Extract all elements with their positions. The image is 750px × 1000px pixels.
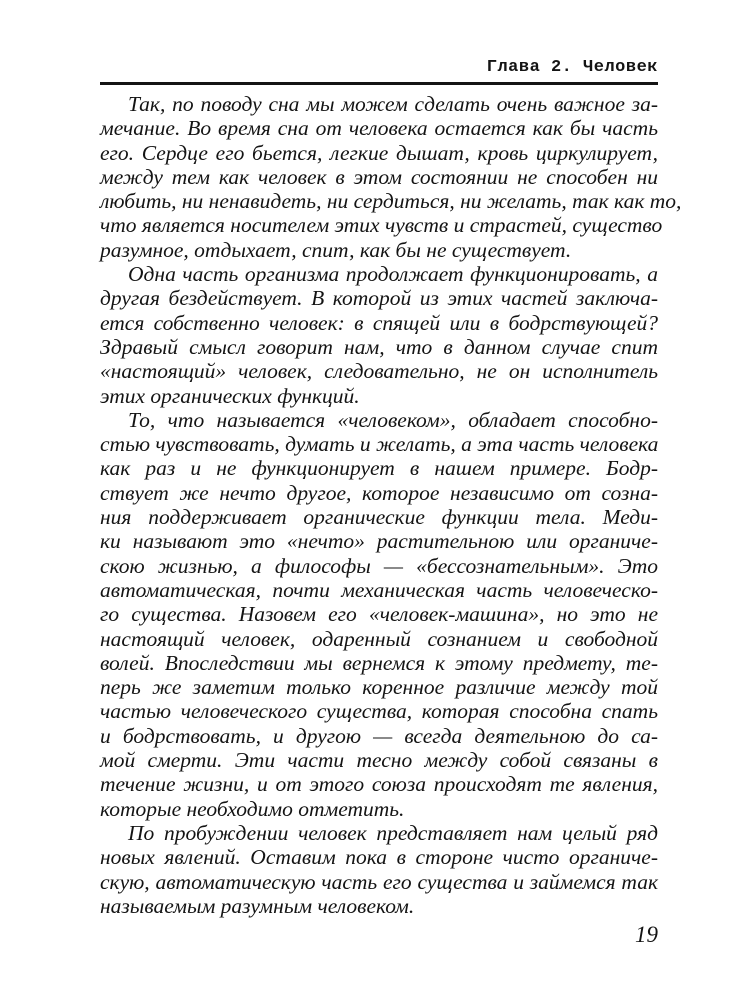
text-line: Так, по поводу сна мы можем сделать очень важное за- — [128, 92, 658, 116]
text-line: которые необходимо отметить. — [100, 796, 405, 821]
text-line: любить, ни ненавидеть, ни сердиться, ни желать, так как то, — [100, 189, 682, 214]
text-line: стью чувствовать, думать и желать, а эта часть человека — [100, 432, 659, 457]
text-line: волей. Впоследствии мы вернемся к этому предмету, те- — [100, 650, 658, 675]
text-line: скою жизнью, а философы — «бессознательным». Это — [100, 553, 658, 578]
text-line: То, что называется «человеком», обладает способно- — [128, 407, 658, 432]
text-line: как раз и не функционирует в нашем примере. Бодр- — [100, 456, 658, 481]
text-line: мечание. Во время сна от человека остается как бы часть — [100, 116, 658, 141]
text-line: ки называют это «нечто» растительною или органиче- — [100, 529, 658, 554]
text-line: перь же заметим только коренное различие между той — [100, 675, 658, 700]
text-line: настоящий человек, одаренный сознанием и свободной — [100, 626, 658, 651]
text-line: течение жизни, и от этого союза происходят те явления, — [100, 772, 658, 797]
text-line: «настоящий» человек, следовательно, не он исполнитель — [100, 359, 658, 384]
text-line: этих органических функций. — [100, 383, 360, 408]
text-line: Одна часть организма продолжает функционировать, а — [128, 262, 658, 287]
text-line: другая бездействует. В которой из этих частей заключа- — [100, 286, 658, 311]
text-line: ется собственно человек: в спящей или в бодрствующей? — [100, 310, 658, 335]
text-line: между тем как человек в этом состоянии не способен ни — [100, 164, 658, 189]
text-line: называемым разумным человеком. — [100, 893, 415, 918]
text-line: новых явлений. Оставим пока в стороне чисто органиче- — [100, 845, 658, 870]
text-line: автоматическая, почти механическая часть человеческо- — [100, 577, 658, 602]
text-line: мой смерти. Эти части тесно между собой связаны в — [100, 748, 658, 773]
body-text — [100, 92, 682, 918]
text-line: и бодрствовать, и другою — всегда деятельною до са- — [100, 723, 658, 748]
text-line: скую, автоматическую часть его существа и займемся так — [100, 869, 658, 894]
text-line: что является носителем этих чувств и страстей, существо — [100, 213, 663, 238]
text-line: ния поддерживает органические функции тела. Меди- — [100, 505, 658, 530]
text-line: го существа. Назовем его «человек-машина», но это не — [100, 602, 658, 627]
text-line: Здравый смысл говорит нам, что в данном случае спит — [100, 334, 658, 359]
page-number: 19 — [635, 922, 658, 947]
text-line: ствует же нечто другое, которое независимо от созна- — [100, 480, 658, 505]
header-rule — [100, 82, 658, 85]
text-line: его. Сердце его бьется, легкие дышат, кровь циркулирует, — [100, 140, 658, 165]
running-header: Глава 2. Человек — [486, 58, 658, 77]
text-line: По пробуждении человек представляет нам целый ряд — [128, 820, 658, 845]
text-line: частью человеческого существа, которая способна спать — [100, 699, 658, 724]
text-line: разумное, отдыхает, спит, как бы не существует. — [100, 237, 572, 262]
